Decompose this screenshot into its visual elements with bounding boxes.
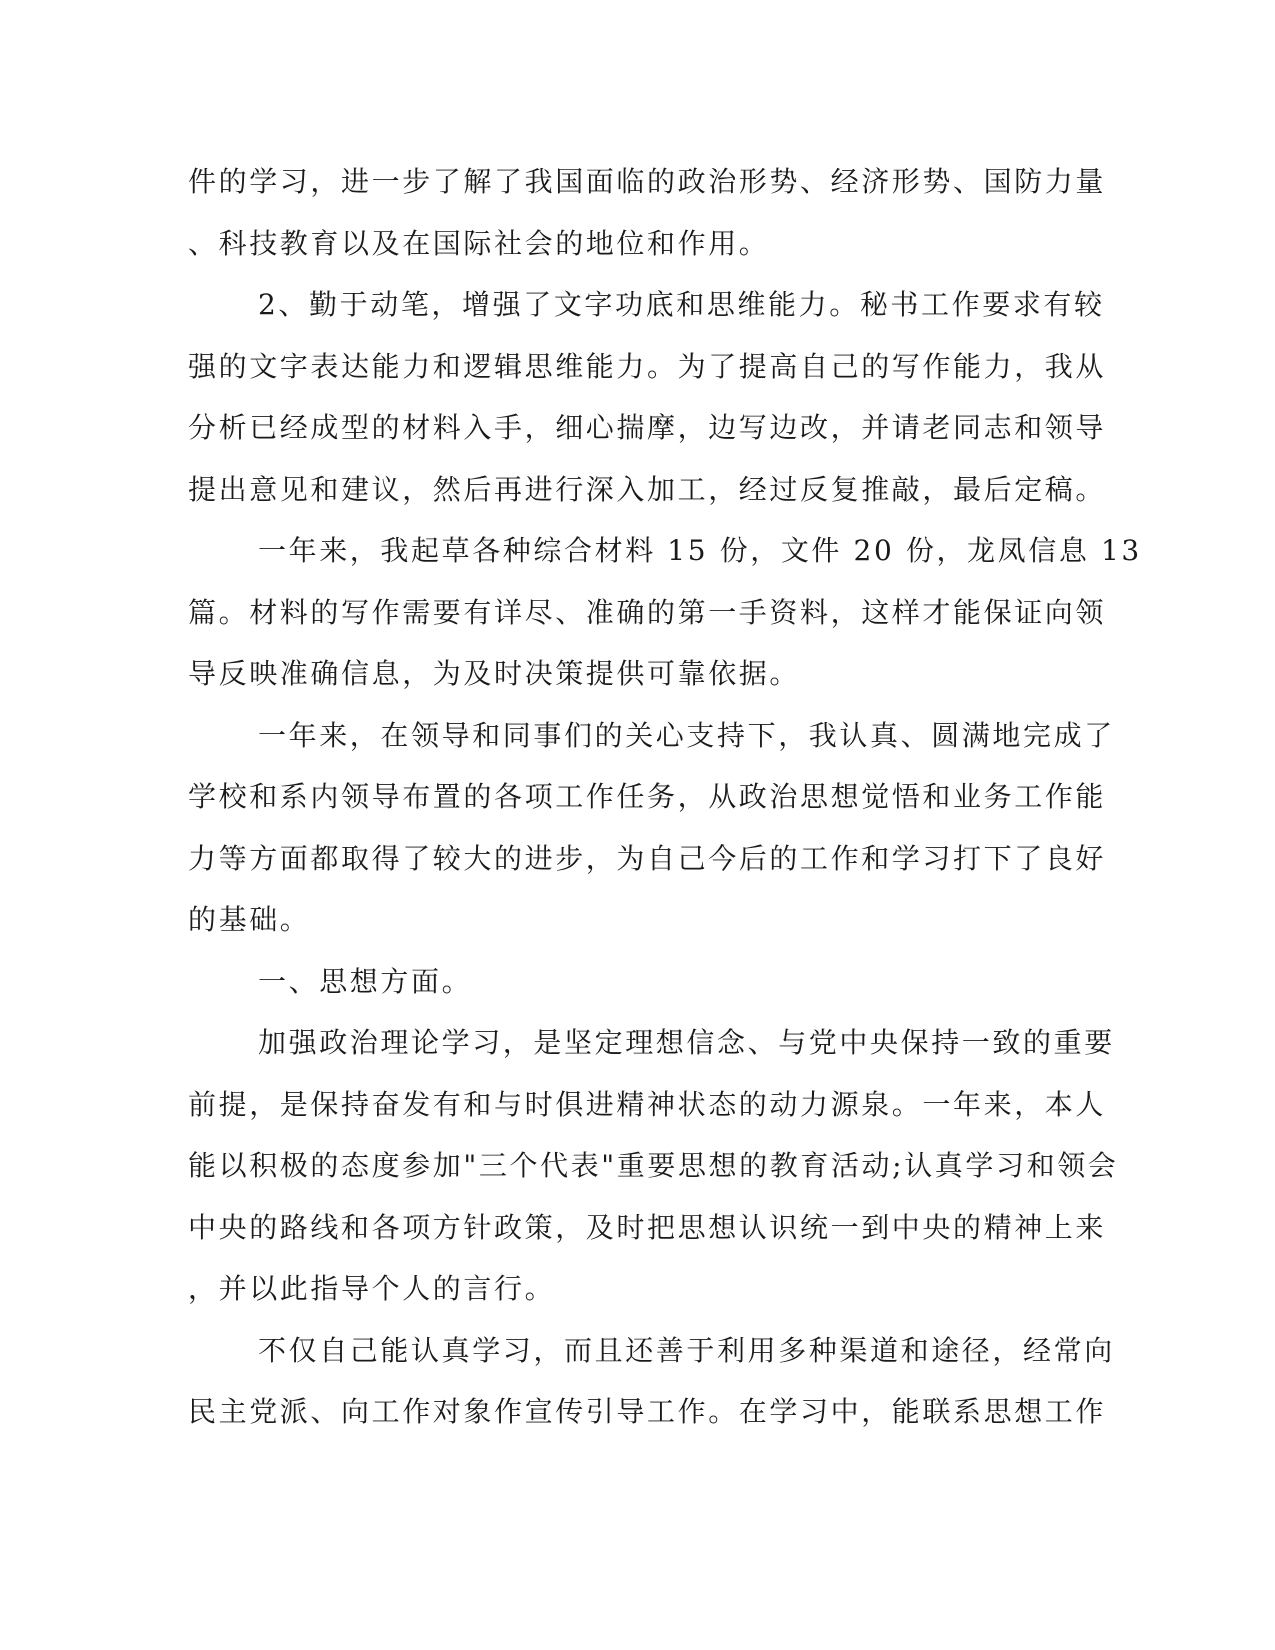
text-line: 2、勤于动笔，增强了文字功底和思维能力。秘书工作要求有较 [258, 288, 1105, 321]
text-line: 一年来，在领导和同事们的关心支持下，我认真、圆满地完成了 [258, 718, 1115, 752]
text-line: 能以积极的态度参加"三个代表"重要思想的教育活动;认真学习和领会 [188, 1149, 1119, 1182]
text-line: 导反映准确信息，为及时决策提供可靠依据。 [188, 657, 801, 690]
text-line: 前提，是保持奋发有和与时俱进精神状态的动力源泉。一年来，本人 [188, 1087, 1107, 1121]
text-line: 分析已经成型的材料入手，细心揣摩，边写边改，并请老同志和领导 [188, 411, 1107, 444]
text-line: 、科技教育以及在国际社会的地位和作用。 [188, 226, 770, 260]
text-line: 力等方面都取得了较大的进步，为自己今后的工作和学习打下了良好 [188, 841, 1107, 875]
text-line: 件的学习，进一步了解了我国面临的政治形势、经济形势、国防力量 [188, 165, 1107, 198]
section-heading: 一、思想方面。 [258, 964, 473, 998]
text-line: 强的文字表达能力和逻辑思维能力。为了提高自己的写作能力，我从 [188, 349, 1107, 383]
text-line: 篇。材料的写作需要有详尽、准确的第一手资料，这样才能保证向领 [188, 595, 1107, 629]
text-line: 一年来，我起草各种综合材料 15 份，文件 20 份，龙凤信息 13 [258, 534, 1142, 567]
text-line: 学校和系内领导布置的各项工作任务，从政治思想觉悟和业务工作能 [188, 780, 1107, 813]
text-line: 提出意见和建议，然后再进行深入加工，经过反复推敲，最后定稿。 [188, 472, 1107, 506]
text-line: 的基础。 [188, 903, 311, 936]
document-body [188, 160, 1142, 1452]
text-line: 不仅自己能认真学习，而且还善于利用多种渠道和途径，经常向 [258, 1333, 1115, 1367]
text-line: 民主党派、向工作对象作宣传引导工作。在学习中，能联系思想工作 [188, 1395, 1107, 1428]
text-line: 中央的路线和各项方针政策，及时把思想认识统一到中央的精神上来 [188, 1210, 1107, 1244]
text-line: ，并以此指导个人的言行。 [188, 1272, 556, 1305]
text-line: 加强政治理论学习，是坚定理想信念、与党中央保持一致的重要 [258, 1026, 1115, 1059]
